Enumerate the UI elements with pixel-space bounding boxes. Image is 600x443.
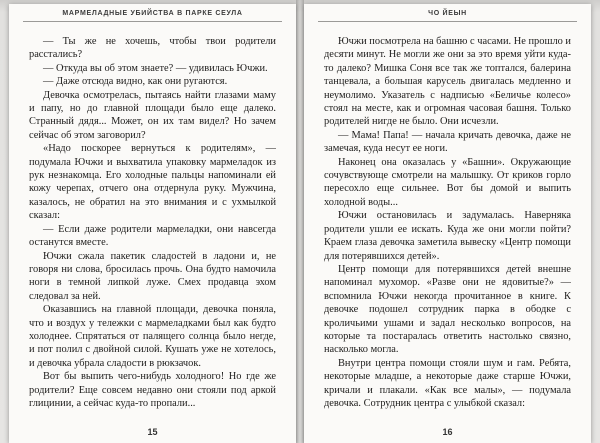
- page-right: [304, 4, 591, 443]
- page-number-left: 15: [147, 427, 158, 437]
- paragraph: — Если даже родители мармеладки, они навсегда останутся вместе.: [29, 223, 276, 249]
- paragraph: Девочка осмотрелась, пытаясь найти глазами маму и папу, но до главной площади было еще далеко. Странный дядя... Может, он их там видел? Но зачем сейчас об этом заговорил?: [29, 89, 276, 141]
- running-head-author: ЧО ЙЕЫН: [428, 10, 467, 17]
- page-number-right: 16: [442, 427, 453, 437]
- paragraph: Оказавшись на главной площади, девочка поняла, что и воздух у тележки с мармеладками был как будто холоднее. Спрятаться от палящего солнца было негде, и пот полил с двойной силой. Кушать уже не хотелось, и девочка убрала сладости в рюкзачок.: [29, 304, 276, 369]
- paragraph: Ючжи остановилась и задумалась. Наверняка родители ушли ее искать. Куда же они могли пойти? Краем глаза девочка заметила вывеску «Центр помощи для потерявшихся детей».: [324, 210, 571, 262]
- paragraph: — Мама! Папа! — начала кричать девочка, даже не замечая, куда несут ее ноги.: [324, 129, 571, 155]
- paragraph: Внутри центра помощи стояли шум и гам. Ребята, некоторые младше, а некоторые даже старше Ючжи, кричали и плакали. «Как все малы», — подумала девочка. Сотрудник центра с улыбкой сказал:: [324, 357, 571, 409]
- paragraph: Центр помощи для потерявшихся детей внешне напоминал мухомор. «Разве они не ядовитые?» — вспомнила Ючжи некогда прочитанное в книге. К девочке подошел сотрудник парка в ободке с кроличьими ушами и задал несколько вопросов, на которые та постаралась ответить настолько связно, насколько могла.: [324, 263, 571, 356]
- header-rule: [23, 21, 282, 22]
- running-head-title: МАРМЕЛАДНЫЕ УБИЙСТВА В ПАРКЕ СЕУЛА: [62, 10, 243, 17]
- page-left: [9, 4, 296, 443]
- paragraph: — Ты же не хочешь, чтобы твои родители расстались?: [29, 36, 276, 61]
- paragraph: Ючжи сжала пакетик сладостей в ладони и, не говоря ни слова, бросилась прочь. Она будто намочила ноги в темной липкой луже. Смех продавца эхом следовал за ней.: [29, 250, 276, 302]
- page-body-left: [29, 35, 276, 418]
- paragraph: «Надо поскорее вернуться к родителям», — подумала Ючжи и выхватила упаковку мармеладок из рук незнакомца. Его холодные пальцы напоминали ей кожу черепах, отчего она отдернула руку. Мужчина, казалось, не обратил на это внимания и с ухмылкой сказал:: [29, 143, 276, 222]
- paragraph: Вот бы выпить чего-нибудь холодного! Но где же родители? Еще совсем недавно они стояли под аркой глицинии, а сейчас куда-то пропали...: [29, 371, 276, 409]
- paragraph: — Даже отсюда видно, как они ругаются.: [43, 76, 228, 88]
- page-body-right: [324, 35, 571, 418]
- paragraph: — Откуда вы об этом знаете? — удивилась Ючжи.: [43, 62, 268, 74]
- book-spine: [296, 0, 304, 443]
- paragraph: Ючжи посмотрела на башню с часами. Не прошло и десяти минут. Не могли же они за это время уйти куда-то далеко? Мишка Соня все так же топтался, балерина танцевала, а большая карусель двигалась медленно и неумолимо. Указатель с надписью «Беличье колесо» стоял на месте, как и огромная часовая башня. Только родителей нигде не было. Они исчезли.: [324, 36, 571, 128]
- paragraph: Наконец она оказалась у «Башни». Окружающие сочувствующе смотрели на малышку. От криков горло пересохло еще сильнее. Вот бы домой и выпить холодной воды...: [324, 156, 571, 208]
- header-rule: [318, 21, 577, 22]
